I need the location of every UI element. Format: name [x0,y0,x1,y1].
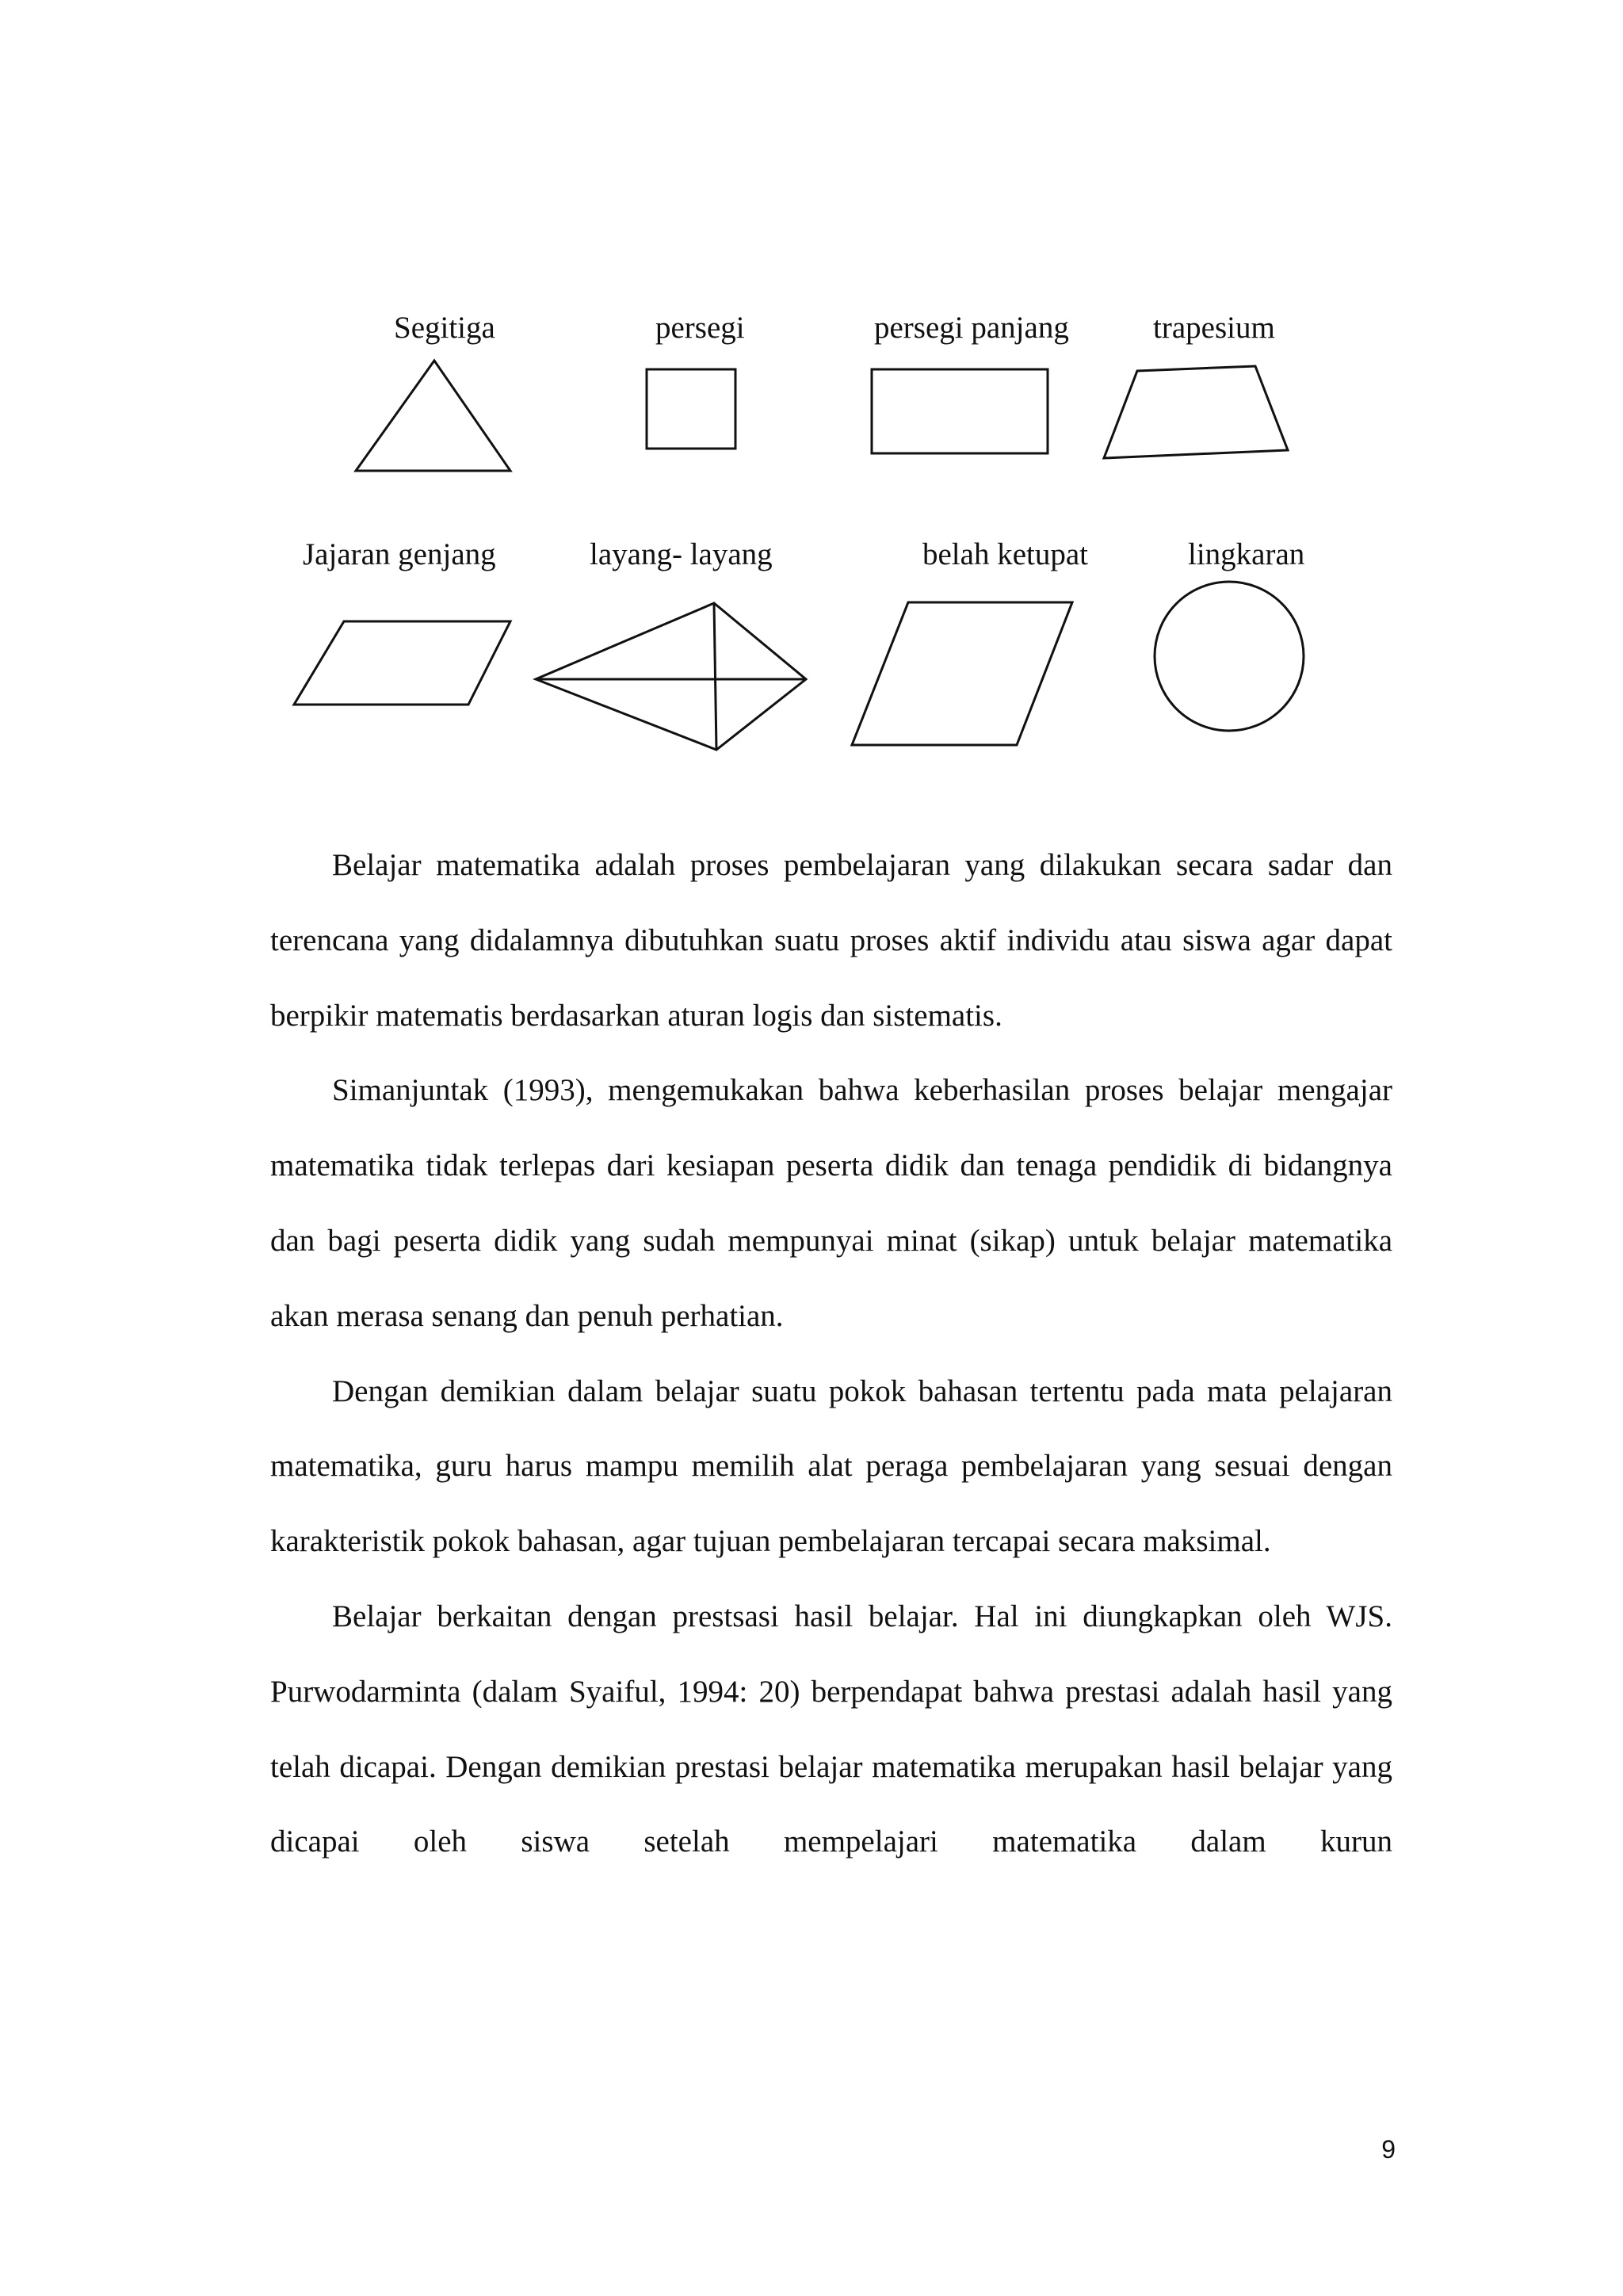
label-layang-layang: layang- layang [590,537,773,571]
paragraph-4: Belajar berkaitan dengan prestsasi hasil belajar. Hal ini diungkapkan oleh WJS. Purwodarminta (dalam Syaiful, 1994: 20) berpendapat bahwa prestasi adalah hasil yang telah dicapai. Dengan demikian prestasi belajar matematika merupakan hasil belajar yang dicapai oleh siswa setelah mempelajari matematika dalam kurun [270,1599,1392,1859]
trapezoid-icon [1104,366,1288,458]
shapes-figure [0,0,1623,793]
paragraph-1: Belajar matematika adalah proses pembelajaran yang dilakukan secara sadar dan terencana yang didalamnya dibutuhkan suatu proses aktif individu atau siswa agar dapat berpikir matematis berdasarkan aturan logis dan sistematis. [270,848,1392,1033]
triangle-icon [356,361,510,471]
label-belah-ketupat: belah ketupat [922,537,1088,571]
rhombus-icon [852,602,1072,745]
label-persegi: persegi [655,311,745,345]
label-jajaran-genjang: Jajaran genjang [303,537,496,571]
label-lingkaran: lingkaran [1188,537,1305,571]
paragraph-3: Dengan demikian dalam belajar suatu pokok bahasan tertentu pada mata pelajaran matematika, guru harus mampu memilih alat peraga pembelajaran yang sesuai dengan karakteristik pokok bahasan, agar tujuan pembelajaran tercapai secara maksimal. [270,1373,1392,1559]
page-number: 9 [1381,2135,1396,2164]
kite-icon [536,603,806,750]
label-trapesium: trapesium [1153,311,1275,345]
label-segitiga: Segitiga [394,311,495,345]
circle-icon [1155,582,1304,731]
paragraph-2: Simanjuntak (1993), mengemukakan bahwa keberhasilan proses belajar mengajar matematika tidak terlepas dari kesiapan peserta didik dan tenaga pendidik di bidangnya dan bagi peserta didik yang sudah mempunyai minat (sikap) untuk belajar matematika akan merasa senang dan penuh perhatian. [270,1073,1392,1333]
rectangle-icon [872,369,1048,453]
body-text [270,828,1392,1880]
square-icon [647,369,735,449]
parallelogram-icon [294,621,510,705]
label-persegi-panjang: persegi panjang [874,311,1069,345]
